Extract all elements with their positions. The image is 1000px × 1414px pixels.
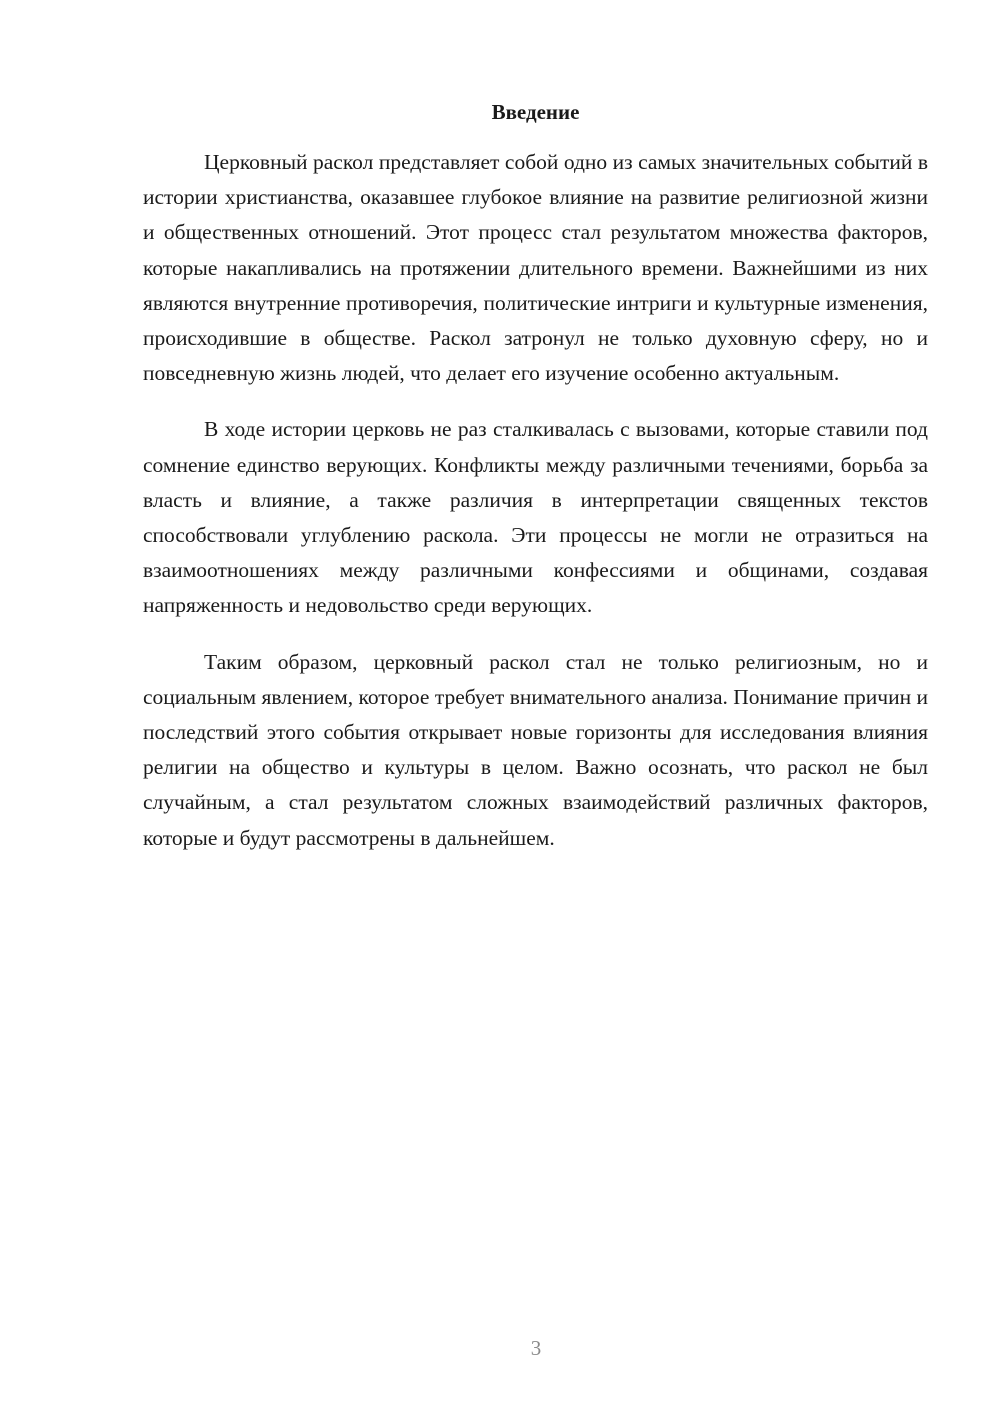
page-number: 3 [530, 1336, 542, 1360]
paragraph-3: Таким образом, церковный раскол стал не только религиозным, но и социальным явлением, которое требует внимательного анализа. Понимание причин и последствий этого события открывает новые горизонты для исследования влияния религии на общество и культуры в целом. Важно осознать, что раскол не был случайным, а стал результатом сложных взаимодействий различных факторов, которые и будут рассмотрены в дальнейшем. [143, 649, 928, 850]
paragraph-2: В ходе истории церковь не раз сталкивалась с вызовами, которые ставили под сомнение единство верующих. Конфликты между различными течениями, борьба за власть и влияние, а также различия в интерпретации священных текстов способствовали углублению раскола. Эти процессы не могли не отразиться на взаимоотношениях между различными конфессиями и общинами, создавая напряженность и недовольство среди верующих. [143, 417, 928, 618]
section-heading: Введение [491, 100, 580, 124]
paragraph-1: Церковный раскол представляет собой одно из самых значительных событий в истории христианства, оказавшее глубокое влияние на развитие религиозной жизни и общественных отношений. Этот процесс стал результатом множества факторов, которые накапливались на протяжении длительного времени. Важнейшими из них являются внутренние противоречия, политические интриги и культурные изменения, происходившие в обществе. Раскол затронул не только духовную сферу, но и повседневную жизнь людей, что делает его изучение особенно актуальным. [143, 150, 928, 386]
body-text [143, 145, 928, 877]
